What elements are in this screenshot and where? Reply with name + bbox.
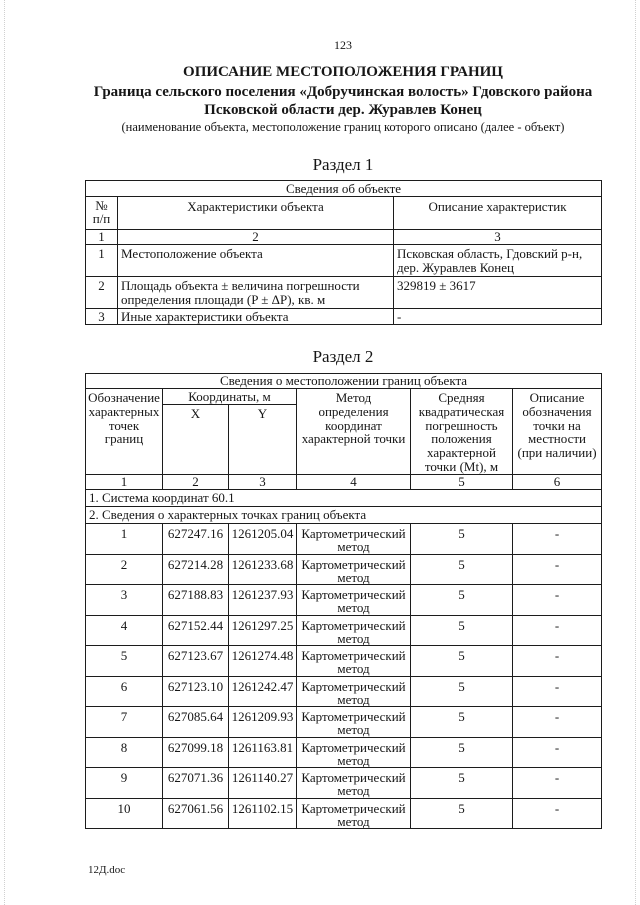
- boundary-point-row: [86, 646, 602, 677]
- column-header-characteristic: Характеристики объекта: [118, 197, 394, 230]
- point-method: Картометрический метод: [297, 585, 411, 616]
- row-description: -: [394, 309, 602, 325]
- point-x-coordinate: 627071.36: [163, 768, 229, 799]
- point-y-coordinate: 1261140.27: [229, 768, 297, 799]
- point-method: Картометрический метод: [297, 554, 411, 585]
- column-number: 3: [229, 475, 297, 490]
- point-marker-description: -: [513, 615, 602, 646]
- column-header-accuracy: Средняя квадратическая погрешность положения характерной точки (Mt), м: [411, 389, 513, 475]
- boundary-points-body: [86, 524, 602, 829]
- row-characteristic: Иные характеристики объекта: [118, 309, 394, 325]
- point-x-coordinate: 627152.44: [163, 615, 229, 646]
- point-designation: 8: [86, 737, 163, 768]
- point-y-coordinate: 1261102.15: [229, 798, 297, 829]
- column-header-marker: Описание обозначения точки на местности (при наличии): [513, 389, 602, 475]
- point-y-coordinate: 1261209.93: [229, 707, 297, 738]
- column-header-description: Описание характеристик: [394, 197, 602, 230]
- point-designation: 9: [86, 768, 163, 799]
- point-accuracy: 5: [411, 768, 513, 799]
- point-y-coordinate: 1261274.48: [229, 646, 297, 677]
- point-designation: 10: [86, 798, 163, 829]
- point-method: Картометрический метод: [297, 737, 411, 768]
- row-number: 1: [86, 245, 118, 277]
- point-method: Картометрический метод: [297, 524, 411, 555]
- object-caption: (наименование объекта, местоположение границ которого описано (далее - объект): [121, 120, 565, 134]
- object-info-title-row: [86, 181, 602, 197]
- object-name-line-2: Псковской области дер. Журавлев Конец: [204, 102, 482, 118]
- point-method: Картометрический метод: [297, 676, 411, 707]
- point-x-coordinate: 627123.67: [163, 646, 229, 677]
- section-1-heading: Раздел 1: [312, 155, 374, 174]
- point-accuracy: 5: [411, 554, 513, 585]
- point-y-coordinate: 1261237.93: [229, 585, 297, 616]
- boundary-header-row-1: [86, 389, 602, 405]
- row-description: 329819 ± 3617: [394, 277, 602, 309]
- document-title: ОПИСАНИЕ МЕСТОПОЛОЖЕНИЯ ГРАНИЦ: [183, 64, 503, 80]
- column-number: 1: [86, 475, 163, 490]
- column-number: 1: [86, 230, 118, 245]
- row-description: Псковская область, Гдовский р-н, дер. Журавлев Конец: [394, 245, 602, 277]
- point-designation: 4: [86, 615, 163, 646]
- point-designation: 2: [86, 554, 163, 585]
- point-marker-description: -: [513, 676, 602, 707]
- scan-edge-left: [4, 0, 5, 905]
- boundary-point-row: [86, 615, 602, 646]
- point-x-coordinate: 627188.83: [163, 585, 229, 616]
- point-marker-description: -: [513, 798, 602, 829]
- point-x-coordinate: 627214.28: [163, 554, 229, 585]
- column-number: 2: [163, 475, 229, 490]
- point-designation: 1: [86, 524, 163, 555]
- point-method: Картометрический метод: [297, 707, 411, 738]
- object-info-row: [86, 245, 602, 277]
- coordinate-system: 1. Система координат 60.1: [86, 490, 602, 507]
- boundary-location-table-head: [86, 374, 602, 524]
- point-marker-description: -: [513, 646, 602, 677]
- boundary-location-table: [85, 373, 602, 829]
- object-info-row: [86, 277, 602, 309]
- point-x-coordinate: 627247.16: [163, 524, 229, 555]
- object-info-table-title: Сведения об объекте: [86, 181, 602, 197]
- point-designation: 7: [86, 707, 163, 738]
- point-marker-description: -: [513, 524, 602, 555]
- point-accuracy: 5: [411, 798, 513, 829]
- footer-filename: 12Д.doc: [88, 864, 126, 876]
- boundary-point-row: [86, 737, 602, 768]
- point-accuracy: 5: [411, 646, 513, 677]
- column-header-y: Y: [229, 405, 297, 475]
- column-number: 5: [411, 475, 513, 490]
- column-header-number: № п/п: [86, 197, 118, 230]
- boundary-point-row: [86, 554, 602, 585]
- point-x-coordinate: 627099.18: [163, 737, 229, 768]
- column-number: 3: [394, 230, 602, 245]
- boundary-point-row: [86, 585, 602, 616]
- object-name-line-1: Граница сельского поселения «Добручинская волость» Гдовского района: [93, 84, 593, 100]
- point-designation: 3: [86, 585, 163, 616]
- point-designation: 6: [86, 676, 163, 707]
- point-method: Картометрический метод: [297, 768, 411, 799]
- boundary-point-row: [86, 768, 602, 799]
- object-info-table: [85, 180, 602, 325]
- object-info-table-body: [86, 181, 602, 325]
- object-info-header-row: [86, 197, 602, 230]
- object-info-column-number-row: [86, 230, 602, 245]
- boundary-table-title: Сведения о местоположении границ объекта: [86, 374, 602, 389]
- column-header-point: Обозначение характерных точек границ: [86, 389, 163, 475]
- column-number: 6: [513, 475, 602, 490]
- point-method: Картометрический метод: [297, 615, 411, 646]
- point-accuracy: 5: [411, 524, 513, 555]
- point-y-coordinate: 1261205.04: [229, 524, 297, 555]
- column-header-x: X: [163, 405, 229, 475]
- section-2-heading: Раздел 2: [312, 347, 374, 366]
- column-number: 4: [297, 475, 411, 490]
- point-x-coordinate: 627061.56: [163, 798, 229, 829]
- row-characteristic: Площадь объекта ± величина погрешности определения площади (P ± ΔP), кв. м: [118, 277, 394, 309]
- coordinate-system-row: [86, 490, 602, 507]
- point-method: Картометрический метод: [297, 646, 411, 677]
- point-x-coordinate: 627085.64: [163, 707, 229, 738]
- point-y-coordinate: 1261297.25: [229, 615, 297, 646]
- scan-edge-right: [635, 0, 636, 905]
- boundary-point-row: [86, 707, 602, 738]
- boundary-column-number-row: [86, 475, 602, 490]
- row-characteristic: Местоположение объекта: [118, 245, 394, 277]
- boundary-point-row: [86, 798, 602, 829]
- point-y-coordinate: 1261242.47: [229, 676, 297, 707]
- column-header-coordinates: Координаты, м: [163, 389, 297, 405]
- point-accuracy: 5: [411, 615, 513, 646]
- point-marker-description: -: [513, 768, 602, 799]
- point-method: Картометрический метод: [297, 798, 411, 829]
- page-number: 123: [334, 38, 352, 52]
- points-title-row: [86, 507, 602, 524]
- point-accuracy: 5: [411, 676, 513, 707]
- point-accuracy: 5: [411, 707, 513, 738]
- point-designation: 5: [86, 646, 163, 677]
- boundary-point-row: [86, 524, 602, 555]
- boundary-table-title-row: [86, 374, 602, 389]
- point-marker-description: -: [513, 554, 602, 585]
- point-marker-description: -: [513, 585, 602, 616]
- object-info-row: [86, 309, 602, 325]
- column-header-method: Метод определения координат характерной точки: [297, 389, 411, 475]
- point-marker-description: -: [513, 707, 602, 738]
- point-y-coordinate: 1261163.81: [229, 737, 297, 768]
- column-number: 2: [118, 230, 394, 245]
- row-number: 2: [86, 277, 118, 309]
- boundary-point-row: [86, 676, 602, 707]
- point-accuracy: 5: [411, 585, 513, 616]
- point-y-coordinate: 1261233.68: [229, 554, 297, 585]
- point-accuracy: 5: [411, 737, 513, 768]
- points-title: 2. Сведения о характерных точках границ объекта: [86, 507, 602, 524]
- point-x-coordinate: 627123.10: [163, 676, 229, 707]
- point-marker-description: -: [513, 737, 602, 768]
- row-number: 3: [86, 309, 118, 325]
